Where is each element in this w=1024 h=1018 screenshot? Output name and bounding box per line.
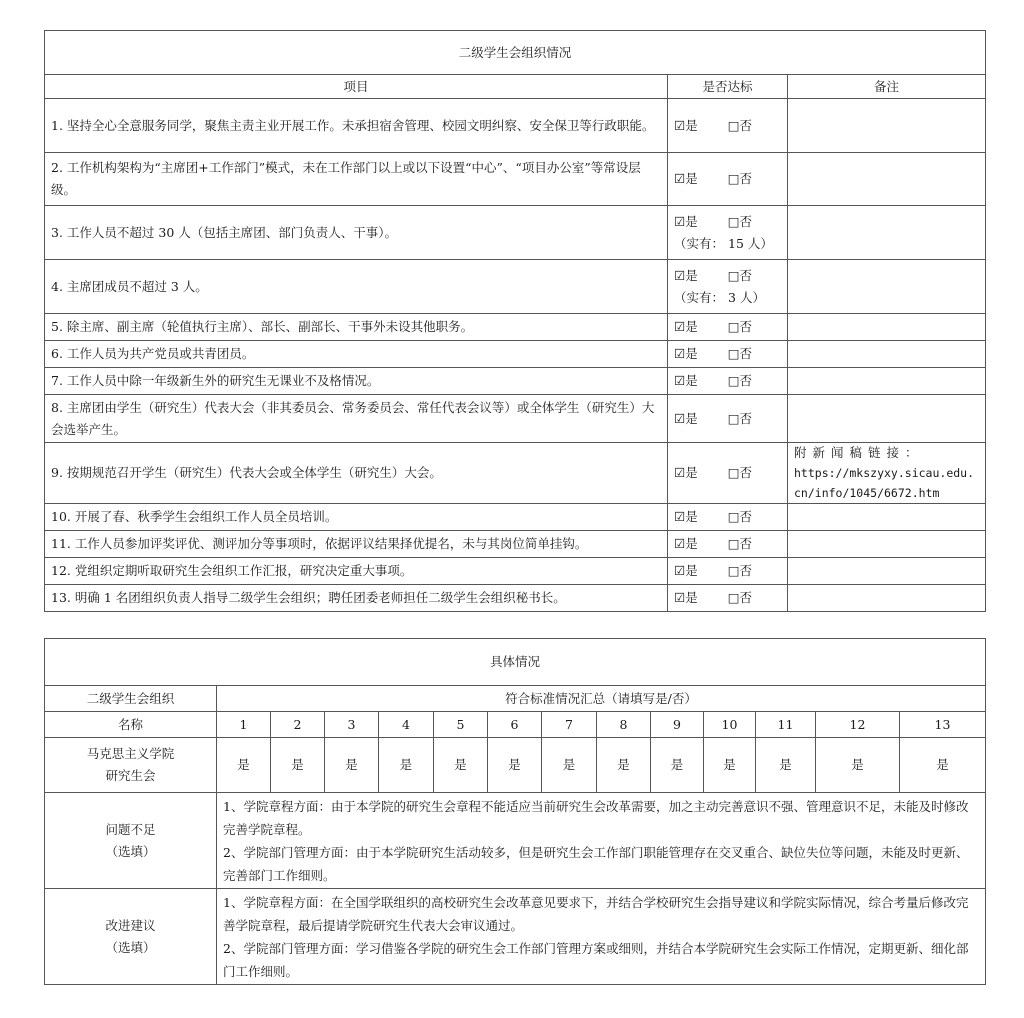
checkbox-yes-checked[interactable]: ☑是 — [674, 410, 698, 426]
actual-value: 15 — [728, 235, 744, 251]
header-item: 项目 — [45, 75, 668, 99]
checkbox-yes-checked[interactable]: ☑是 — [674, 590, 698, 605]
checkbox-no[interactable]: □否 — [727, 117, 753, 133]
note-cell — [788, 206, 986, 260]
criterion-answer: 是 — [271, 738, 325, 793]
org-status-title: 二级学生会组织情况 — [45, 31, 986, 75]
criterion-answer: 是 — [651, 738, 704, 793]
criterion-row — [45, 585, 986, 612]
compliance-cell — [668, 99, 788, 153]
compliance-cell — [668, 368, 788, 395]
detail-table — [44, 638, 986, 985]
actual-value: 3 — [728, 289, 736, 305]
checkbox-yes-checked[interactable]: ☑是 — [674, 536, 698, 551]
compliance-cell — [668, 341, 788, 368]
criterion-number: 3 — [325, 712, 379, 738]
criterion-text: 9. 按期规范召开学生（研究生）代表大会或全体学生（研究生）大会。 — [45, 443, 668, 504]
compliance-cell — [668, 260, 788, 314]
criterion-text: 4. 主席团成员不超过 3 人。 — [45, 260, 668, 314]
compliance-cell — [668, 206, 788, 260]
criterion-text: 3. 工作人员不超过 30 人（包括主席团、部门负责人、干事）。 — [45, 206, 668, 260]
criterion-answer: 是 — [488, 738, 542, 793]
criterion-row — [45, 395, 986, 443]
criterion-answer: 是 — [379, 738, 434, 793]
note-cell — [788, 443, 986, 504]
detail-title: 具体情况 — [45, 639, 986, 686]
checkbox-no[interactable]: □否 — [727, 509, 753, 524]
criterion-text: 5. 除主席、副主席（轮值执行主席）、部长、副部长、干事外未设其他职务。 — [45, 314, 668, 341]
org-name — [45, 738, 217, 793]
org-status-table — [44, 30, 986, 612]
criterion-answer: 是 — [816, 738, 900, 793]
compliance-cell — [668, 443, 788, 504]
criterion-text: 7. 工作人员中除一年级新生外的研究生无课业不及格情况。 — [45, 368, 668, 395]
actual-suffix: 人） — [747, 235, 773, 251]
checkbox-no[interactable]: □否 — [727, 346, 753, 361]
compliance-cell — [668, 558, 788, 585]
criterion-answer: 是 — [597, 738, 651, 793]
checkbox-yes-checked[interactable]: ☑是 — [674, 213, 698, 229]
compliance-cell — [668, 153, 788, 206]
note-cell — [788, 531, 986, 558]
criterion-answer: 是 — [542, 738, 597, 793]
compliance-cell — [668, 395, 788, 443]
note-cell — [788, 260, 986, 314]
criterion-number: 12 — [816, 712, 900, 738]
criterion-row — [45, 206, 986, 260]
checkbox-no[interactable]: □否 — [727, 373, 753, 388]
header-compliance: 是否达标 — [668, 75, 788, 99]
criterion-number: 1 — [217, 712, 271, 738]
criterion-answer: 是 — [325, 738, 379, 793]
note-lead: 附新闻稿链接： — [794, 445, 924, 460]
checkbox-no[interactable]: □否 — [727, 410, 753, 426]
suggest-label-line2: （选填） — [105, 939, 156, 955]
compliance-cell — [668, 314, 788, 341]
criterion-text: 12. 党组织定期听取研究生会组织工作汇报，研究决定重大事项。 — [45, 558, 668, 585]
criterion-text: 8. 主席团由学生（研究生）代表大会（非其委员会、常务委员会、常任代表会议等）或全体学生（研究生）大会选举产生。 — [45, 395, 668, 443]
criterion-row — [45, 558, 986, 585]
actual-count — [674, 233, 781, 255]
suggestion-1: 1、学院章程方面：在全国学联组织的高校研究生会改革意见要求下，并结合学校研究生会指导建议和学院实际情况，综合考量后修改完善学院章程，最后提请学院研究生代表大会审议通过。 — [223, 894, 969, 933]
summary-header: 符合标准情况汇总（请填写是/否） — [217, 686, 986, 712]
criterion-answer: 是 — [900, 738, 986, 793]
criterion-number: 5 — [434, 712, 488, 738]
checkbox-no[interactable]: □否 — [727, 536, 753, 551]
note-cell — [788, 558, 986, 585]
criterion-text: 2. 工作机构架构为“主席团+工作部门”模式，未在工作部门以上或以下设置“中心”、“项目办公室”等常设层级。 — [45, 153, 668, 206]
checkbox-yes-checked[interactable]: ☑是 — [674, 346, 698, 361]
checkbox-yes-checked[interactable]: ☑是 — [674, 267, 698, 283]
criterion-text: 6. 工作人员为共产党员或共青团员。 — [45, 341, 668, 368]
note-cell — [788, 504, 986, 531]
criterion-number: 6 — [488, 712, 542, 738]
criterion-row — [45, 153, 986, 206]
checkbox-yes-checked[interactable]: ☑是 — [674, 117, 698, 133]
checkbox-yes-checked[interactable]: ☑是 — [674, 509, 698, 524]
header-note: 备注 — [788, 75, 986, 99]
criterion-row — [45, 443, 986, 504]
org-header-line1: 二级学生会组织 — [45, 686, 217, 712]
checkbox-no[interactable]: □否 — [727, 213, 753, 229]
note-cell — [788, 368, 986, 395]
compliance-cell — [668, 504, 788, 531]
note-cell — [788, 585, 986, 612]
checkbox-yes-checked[interactable]: ☑是 — [674, 319, 698, 334]
criterion-text: 1. 坚持全心全意服务同学，聚焦主责主业开展工作。未承担宿舍管理、校园文明纠察、安全保卫等行政职能。 — [45, 99, 668, 153]
criterion-row — [45, 260, 986, 314]
criterion-number: 13 — [900, 712, 986, 738]
criterion-answer: 是 — [756, 738, 816, 793]
note-cell — [788, 341, 986, 368]
criterion-text: 10. 开展了春、秋季学生会组织工作人员全员培训。 — [45, 504, 668, 531]
criterion-text: 11. 工作人员参加评奖评优、测评加分等事项时，依据评议结果择优提名，未与其岗位简单挂钩。 — [45, 531, 668, 558]
actual-prefix: （实有： — [674, 235, 725, 251]
news-link[interactable]: https://mkszyxy.sicau.edu.cn/info/1045/6672.htm — [794, 466, 975, 500]
criterion-number: 10 — [704, 712, 756, 738]
problems-content — [217, 793, 986, 889]
suggestion-2: 2、学院部门管理方面：学习借鉴各学院的研究生会工作部门管理方案或细则，并结合本学院研究生会实际工作情况，定期更新、细化部门工作细则。 — [223, 940, 969, 979]
checkbox-yes-checked[interactable]: ☑是 — [674, 373, 698, 388]
criterion-answer: 是 — [217, 738, 271, 793]
criterion-number: 11 — [756, 712, 816, 738]
checkbox-no[interactable]: □否 — [727, 465, 753, 480]
actual-suffix: 人） — [739, 289, 765, 305]
problems-label-line1: 问题不足 — [105, 821, 156, 837]
suggest-label — [45, 889, 217, 985]
actual-prefix: （实有： — [674, 289, 725, 305]
problem-1: 1、学院章程方面：由于本学院的研究生会章程不能适应当前研究生会改革需要，加之主动完善意识不强、管理意识不足，未能及时修改完善学院章程。 — [223, 798, 969, 837]
criterion-number: 4 — [379, 712, 434, 738]
note-cell — [788, 153, 986, 206]
criterion-answer: 是 — [434, 738, 488, 793]
problem-2: 2、学院部门管理方面：由于本学院研究生活动较多，但是研究生会工作部门职能管理存在交叉重合、缺位失位等问题，未能及时更新、完善部门工作细则。 — [223, 844, 969, 883]
checkbox-no[interactable]: □否 — [727, 319, 753, 334]
criterion-row — [45, 314, 986, 341]
org-name-line1: 马克思主义学院 — [86, 746, 175, 761]
note-cell — [788, 395, 986, 443]
suggest-label-line1: 改进建议 — [105, 917, 156, 933]
checkbox-yes-checked[interactable]: ☑是 — [674, 465, 698, 480]
checkbox-yes-checked[interactable]: ☑是 — [674, 171, 698, 186]
criterion-number: 7 — [542, 712, 597, 738]
checkbox-yes-checked[interactable]: ☑是 — [674, 563, 698, 578]
actual-count — [674, 287, 781, 309]
criterion-number: 8 — [597, 712, 651, 738]
note-cell — [788, 99, 986, 153]
criterion-number: 2 — [271, 712, 325, 738]
checkbox-no[interactable]: □否 — [727, 267, 753, 283]
criterion-answer: 是 — [704, 738, 756, 793]
note-cell — [788, 314, 986, 341]
problems-label — [45, 793, 217, 889]
compliance-cell — [668, 531, 788, 558]
org-header-line2: 名称 — [45, 712, 217, 738]
checkbox-no[interactable]: □否 — [727, 590, 753, 605]
criterion-row — [45, 504, 986, 531]
checkbox-no[interactable]: □否 — [727, 563, 753, 578]
org-name-line2: 研究生会 — [105, 768, 156, 783]
criterion-text: 13. 明确 1 名团组织负责人指导二级学生会组织；聘任团委老师担任二级学生会组织秘书长。 — [45, 585, 668, 612]
criterion-row — [45, 341, 986, 368]
suggest-content — [217, 889, 986, 985]
criterion-number: 9 — [651, 712, 704, 738]
compliance-cell — [668, 585, 788, 612]
criterion-row — [45, 368, 986, 395]
problems-label-line2: （选填） — [105, 843, 156, 859]
criterion-row — [45, 99, 986, 153]
checkbox-no[interactable]: □否 — [727, 171, 753, 186]
criterion-row — [45, 531, 986, 558]
